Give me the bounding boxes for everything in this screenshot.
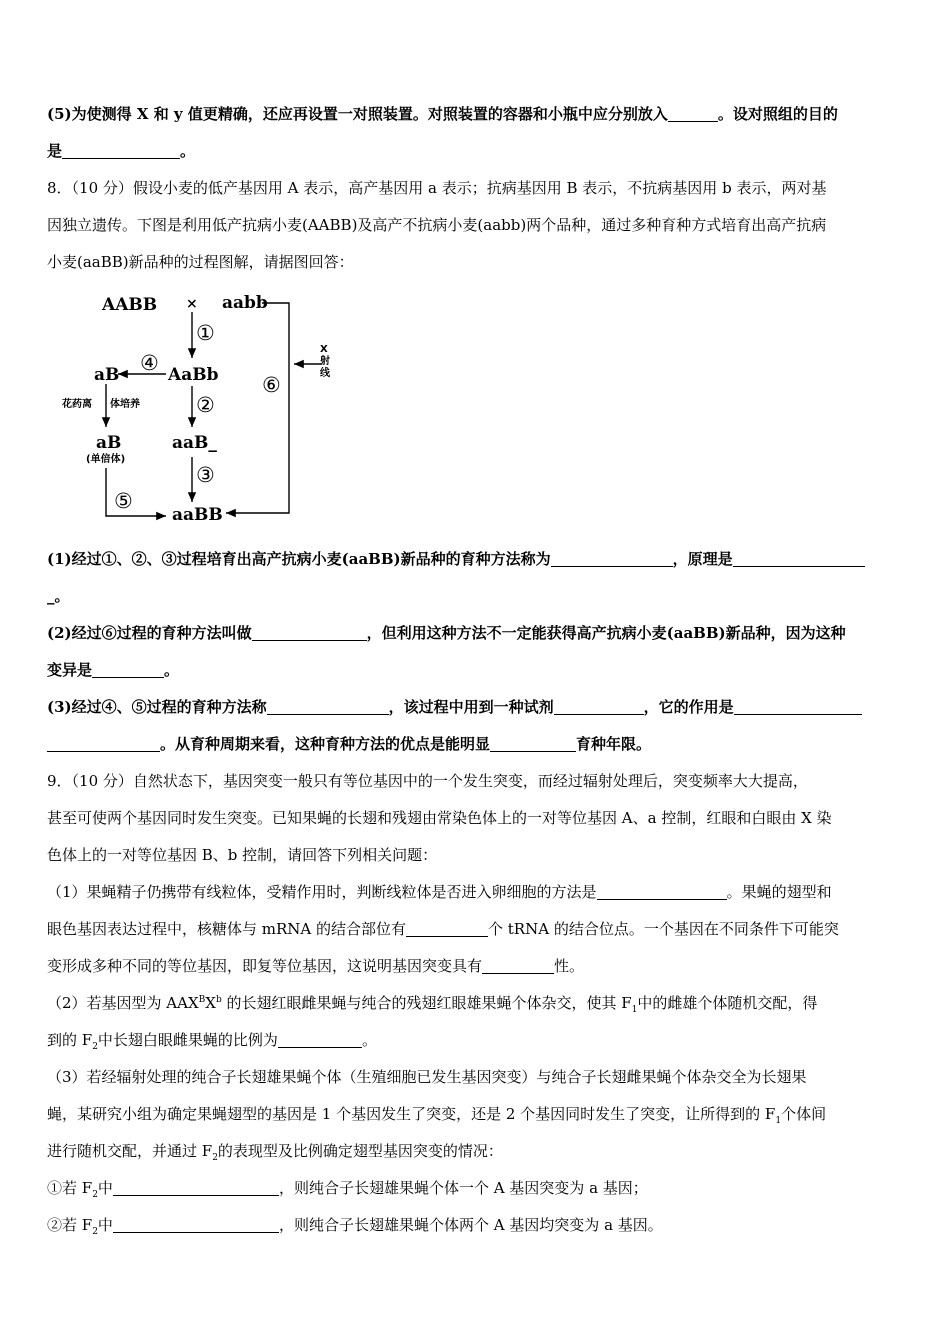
target-aabb: aaBB — [172, 505, 223, 525]
step5-label: ⑤ — [114, 489, 133, 513]
answer-blank[interactable] — [92, 659, 164, 678]
parent-aabb-upper: AABB — [102, 295, 158, 315]
q9-case-1: ①若 $F_2$中 ，则纯合子长翅雄果蝇个体一个 A 基因突变为 a 基因； — [47, 1179, 648, 1200]
q7-line-1: (5)为使测得 X 和 y 值更精确，还应再设置一对照装置。对照装置的容器和小瓶中应分别放入 。设对照组的目的 — [47, 105, 838, 123]
xray-label-2: 射 — [320, 356, 330, 367]
cross-symbol: × — [186, 296, 198, 312]
q8-s3-line-2: 。从育种周期来看，这种育种方法的优点是能明显 育种年限。 — [47, 726, 907, 763]
q8-s2-line-1: (2)经过⑥过程的育种方法叫做 ，但利用这种方法不一定能获得高产抗病小麦(aaBB)新品种，因为这种 — [47, 624, 846, 642]
q9-s3-line-1: （3）若经辐射处理的纯合子长翅雄果蝇个体（生殖细胞已发生基因突变）与纯合子长翅雌果蝇个体杂交全为长翅果 — [47, 1068, 807, 1086]
culture-label-a: 花药离 — [62, 399, 92, 410]
q9-s2-line-2: 到的 $F_2$中长翅白眼雌果蝇的比例为 。 — [47, 1031, 377, 1052]
step6-label: ⑥ — [262, 373, 281, 397]
q8-intro-2: 因独立遗传。下图是利用低产抗病小麦(AABB)及高产不抗病小麦(aabb)两个品种，通过多种育种方式培育出高产抗病 — [47, 216, 827, 234]
xray-label-3: 线 — [320, 368, 330, 379]
f1-aabb: AaBb — [168, 365, 219, 385]
answer-blank[interactable] — [252, 622, 367, 641]
step4-label: ④ — [140, 351, 159, 375]
answer-blank[interactable] — [554, 696, 644, 715]
step3-label: ③ — [196, 463, 215, 487]
answer-blank[interactable] — [47, 733, 160, 752]
aab-partial: aaB_ — [172, 433, 217, 453]
q7-line-2: 是 。 — [47, 142, 196, 160]
answer-blank[interactable] — [406, 918, 488, 937]
path-step6 — [226, 303, 289, 513]
haploid-note: (单倍体) — [86, 454, 126, 465]
answer-blank[interactable] — [551, 548, 673, 567]
answer-blank[interactable] — [668, 103, 718, 122]
answer-blank[interactable] — [113, 1214, 279, 1233]
step2-label: ② — [196, 393, 215, 417]
step1-label: ① — [196, 321, 215, 345]
q8-s1-line-1: (1)经过①、②、③过程培育出高产抗病小麦(aaBB)新品种的育种方法称为 ，原理是 — [47, 541, 907, 578]
answer-blank[interactable] — [734, 696, 862, 715]
q9-s2-line-1: （2）若基因型为 $AAX^BX^b$ 的长翅红眼雌果蝇与纯合的残翅红眼雄果蝇个体杂交，使其 $F_1$中的雌雄个体随机交配，得 — [47, 994, 818, 1015]
q8-intro-1: 8．（10 分）假设小麦的低产基因用 A 表示，高产基因用 a 表示；抗病基因用 B 表示，不抗病基因用 b 表示，两对基 — [47, 179, 827, 197]
xray-label-1: X — [320, 344, 328, 355]
q8-intro-3: 小麦(aaBB)新品种的过程图解，请据图回答： — [47, 253, 354, 271]
q9-s3-line-2: 蝇，某研究小组为确定果蝇翅型的基因是 1 个基因发生了突变，还是 2 个基因同时发生了突变，让所得到的 $F_1$个体间 — [47, 1105, 827, 1126]
answer-blank[interactable] — [733, 548, 865, 567]
answer-blank[interactable] — [490, 733, 576, 752]
answer-blank[interactable] — [62, 140, 180, 159]
breeding-diagram — [62, 280, 354, 530]
parent-aabb-lower: aabb — [222, 293, 268, 313]
q9-case-2: ②若 $F_2$中 ，则纯合子长翅雄果蝇个体两个 A 基因均突变为 a 基因。 — [47, 1216, 663, 1237]
q9-s1-line-3: 变形成多种不同的等位基因，即复等位基因，这说明基因突变具有 性。 — [47, 957, 585, 975]
answer-blank[interactable] — [597, 881, 727, 900]
q9-s3-line-3: 进行随机交配，并通过 $F_2$的表现型及比例确定翅型基因突变的情况： — [47, 1142, 503, 1163]
answer-blank[interactable] — [482, 955, 554, 974]
answer-blank[interactable] — [278, 1029, 362, 1048]
ab-haploid: aB — [96, 433, 122, 453]
q8-s1-line-2: _。 — [47, 587, 70, 605]
document-page — [47, 96, 907, 1244]
culture-label-b: 体培养 — [110, 399, 140, 410]
q9-s1-line-2: 眼色基因表达过程中，核糖体与 mRNA 的结合部位有 个 tRNA 的结合位点。一个基因在不同条件下可能突 — [47, 920, 839, 938]
answer-blank[interactable] — [267, 696, 389, 715]
q8-s2-line-2: 变异是 。 — [47, 661, 180, 679]
answer-blank[interactable] — [113, 1177, 279, 1196]
q9-s1-line-1: （1）果蝇精子仍携带有线粒体，受精作用时，判断线粒体是否进入卵细胞的方法是 。果蝇的翅型和 — [47, 883, 832, 901]
q9-intro-1: 9．（10 分）自然状态下，基因突变一般只有等位基因中的一个发生突变，而经过辐射处理后，突变频率大大提高， — [47, 772, 808, 790]
q9-intro-2: 甚至可使两个基因同时发生突变。已知果蝇的长翅和残翅由常染色体上的一对等位基因 A、a 控制，红眼和白眼由 X 染 — [47, 809, 832, 827]
q8-s3-line-1: (3)经过④、⑤过程的育种方法称 ，该过程中用到一种试剂 ，它的作用是 — [47, 689, 907, 726]
q9-intro-3: 色体上的一对等位基因 B、b 控制，请回答下列相关问题： — [47, 846, 438, 864]
ab-gamete: aB — [94, 365, 120, 385]
